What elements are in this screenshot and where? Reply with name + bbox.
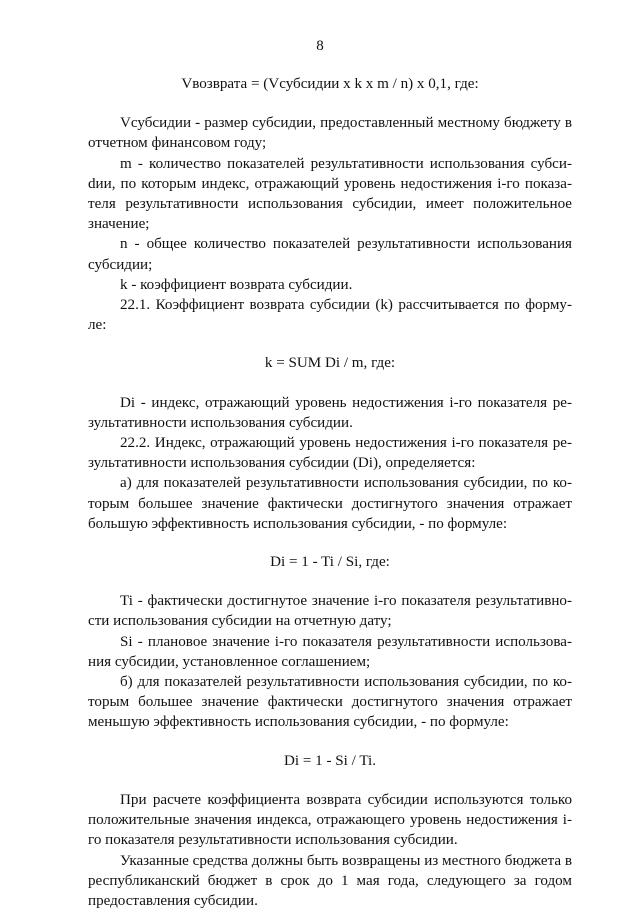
paragraph-m-definition: m - количество показателей результативности использования субсиdии, по которым индекс, отражающий уровень недостижения i-го показателя результативности использования субсидии, имеет положительное значение; [88,154,572,235]
paragraph-ti-definition: Ti - фактически достигнутое значение i-го показателя результативности использования субсидии на отчетную дату; [88,591,572,631]
paragraph-si-definition: Si - плановое значение i-го показателя результативности использования субсидии, установленное соглашением; [88,632,572,672]
page-number: 8 [0,38,640,55]
paragraph-22-1: 22.1. Коэффициент возврата субсидии (k) рассчитывается по формуле: [88,295,572,335]
paragraph-n-definition: n - общее количество показателей результативности использования субсидии; [88,234,572,274]
paragraph-positive-values: При расчете коэффициента возврата субсидии используются только положительные значения индекса, отражающего уровень недостижения i-го показателя результативности использования субсидии. [88,790,572,851]
paragraph-k-definition: k - коэффициент возврата субсидии. [88,275,572,295]
formula-refund-volume: Vвозврата = (Vсубсидии x k x m / n) x 0,1, где: [88,74,572,94]
formula-di-case-b: Di = 1 - Si / Ti. [88,751,572,771]
paragraph-case-b: б) для показателей результативности использования субсидии, по которым большее значение фактически достигнутого значения отражает меньшую эффективность использования субсидии, - по формуле: [88,672,572,733]
formula-di-case-a: Di = 1 - Ti / Si, где: [88,552,572,572]
formula-k: k = SUM Di / m, где: [88,353,572,373]
document-body [88,74,572,911]
paragraph-case-a: а) для показателей результативности использования субсидии, по которым большее значение фактически достигнутого значения отражает большую эффективность использования субсидии, - по формуле: [88,473,572,534]
paragraph-22-2: 22.2. Индекс, отражающий уровень недостижения i-го показателя результативности использования субсидии (Di), определяется: [88,433,572,473]
paragraph-return-deadline: Указанные средства должны быть возвращены из местного бюджета в республиканский бюджет в срок до 1 мая года, следующего за годом предоставления субсидии. [88,851,572,911]
paragraph-v-subsidy-definition: Vсубсидии - размер субсидии, предоставленный местному бюджету в отчетном финансовом году; [88,113,572,153]
paragraph-di-definition: Di - индекс, отражающий уровень недостижения i-го показателя результативности использования субсидии. [88,393,572,433]
